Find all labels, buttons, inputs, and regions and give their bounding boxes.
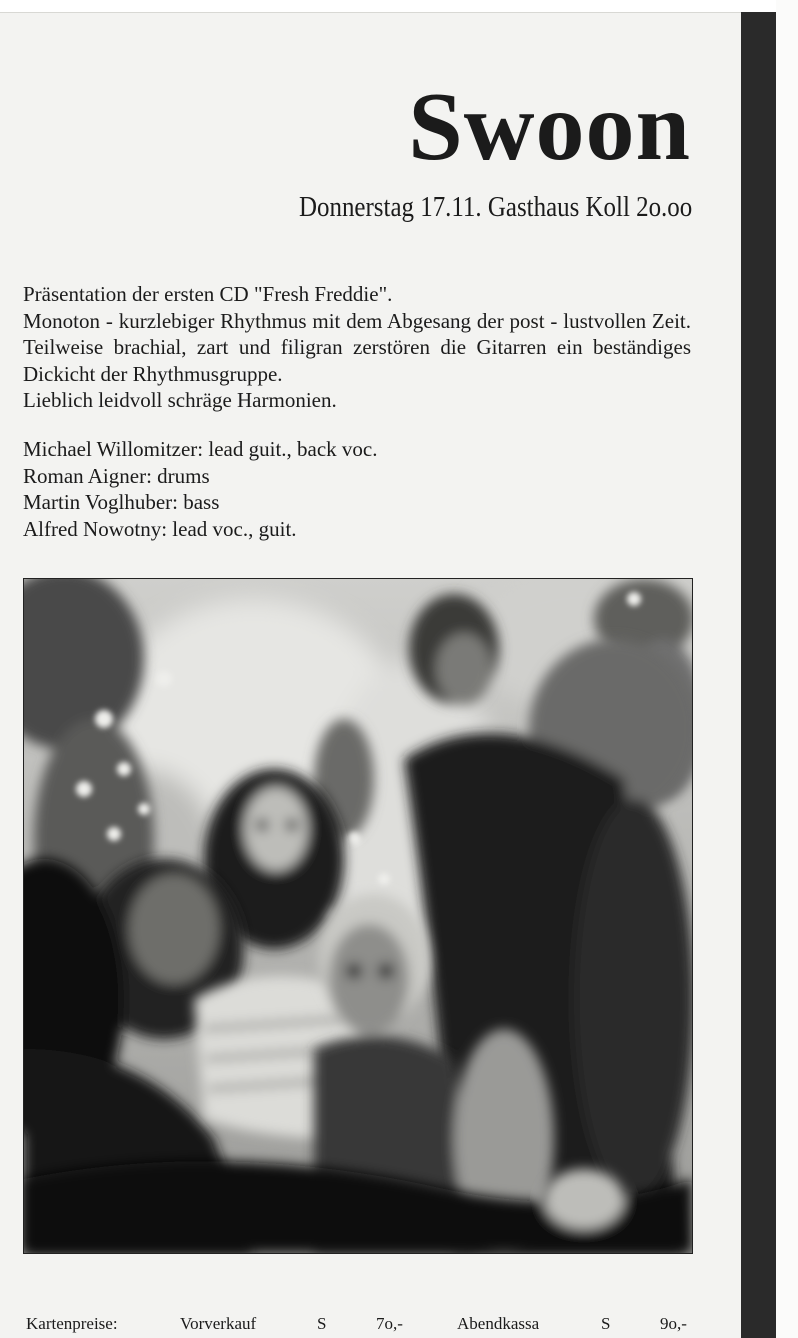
page-binding-bar	[741, 12, 776, 1338]
description-line: Lieblich leidvoll schräge Harmonien.	[23, 388, 337, 412]
member-item: Martin Voglhuber: bass	[23, 490, 220, 514]
description-block	[23, 281, 691, 414]
presale-label: Vorverkauf	[180, 1314, 257, 1333]
member-item: Alfred Nowotny: lead voc., guit.	[23, 516, 297, 541]
event-date-venue: Donnerstag 17.11. Gasthaus Koll 2o.oo	[298, 191, 692, 223]
band-title: Swoon	[408, 73, 691, 181]
description-paragraph: Monoton - kurzlebiger Rhythmus mit dem Abgesang der post - lustvollen Zeit. Teilweise brachial, zart und filigran zerstören die Gitarren ein beständiges Dickicht der Rhythmusgruppe.	[23, 308, 691, 386]
member-list	[23, 436, 378, 542]
presale-currency: S	[317, 1314, 327, 1333]
door-amount: 9o,-	[660, 1314, 687, 1333]
band-photo-image	[24, 579, 692, 1253]
door-label: Abendkassa	[457, 1314, 540, 1333]
member-item: Roman Aigner: drums	[23, 463, 210, 488]
member-item: Michael Willomitzer: lead guit., back voc.	[23, 437, 378, 461]
description-line: Präsentation der ersten CD "Fresh Freddie".	[23, 282, 393, 306]
page-top-edge	[0, 0, 798, 13]
ticket-prices	[26, 1314, 726, 1338]
page-right-edge	[776, 0, 798, 1338]
band-photo	[23, 578, 693, 1254]
presale-amount: 7o,-	[376, 1314, 403, 1333]
door-currency: S	[601, 1314, 611, 1333]
prices-label: Kartenpreise:	[26, 1314, 118, 1333]
